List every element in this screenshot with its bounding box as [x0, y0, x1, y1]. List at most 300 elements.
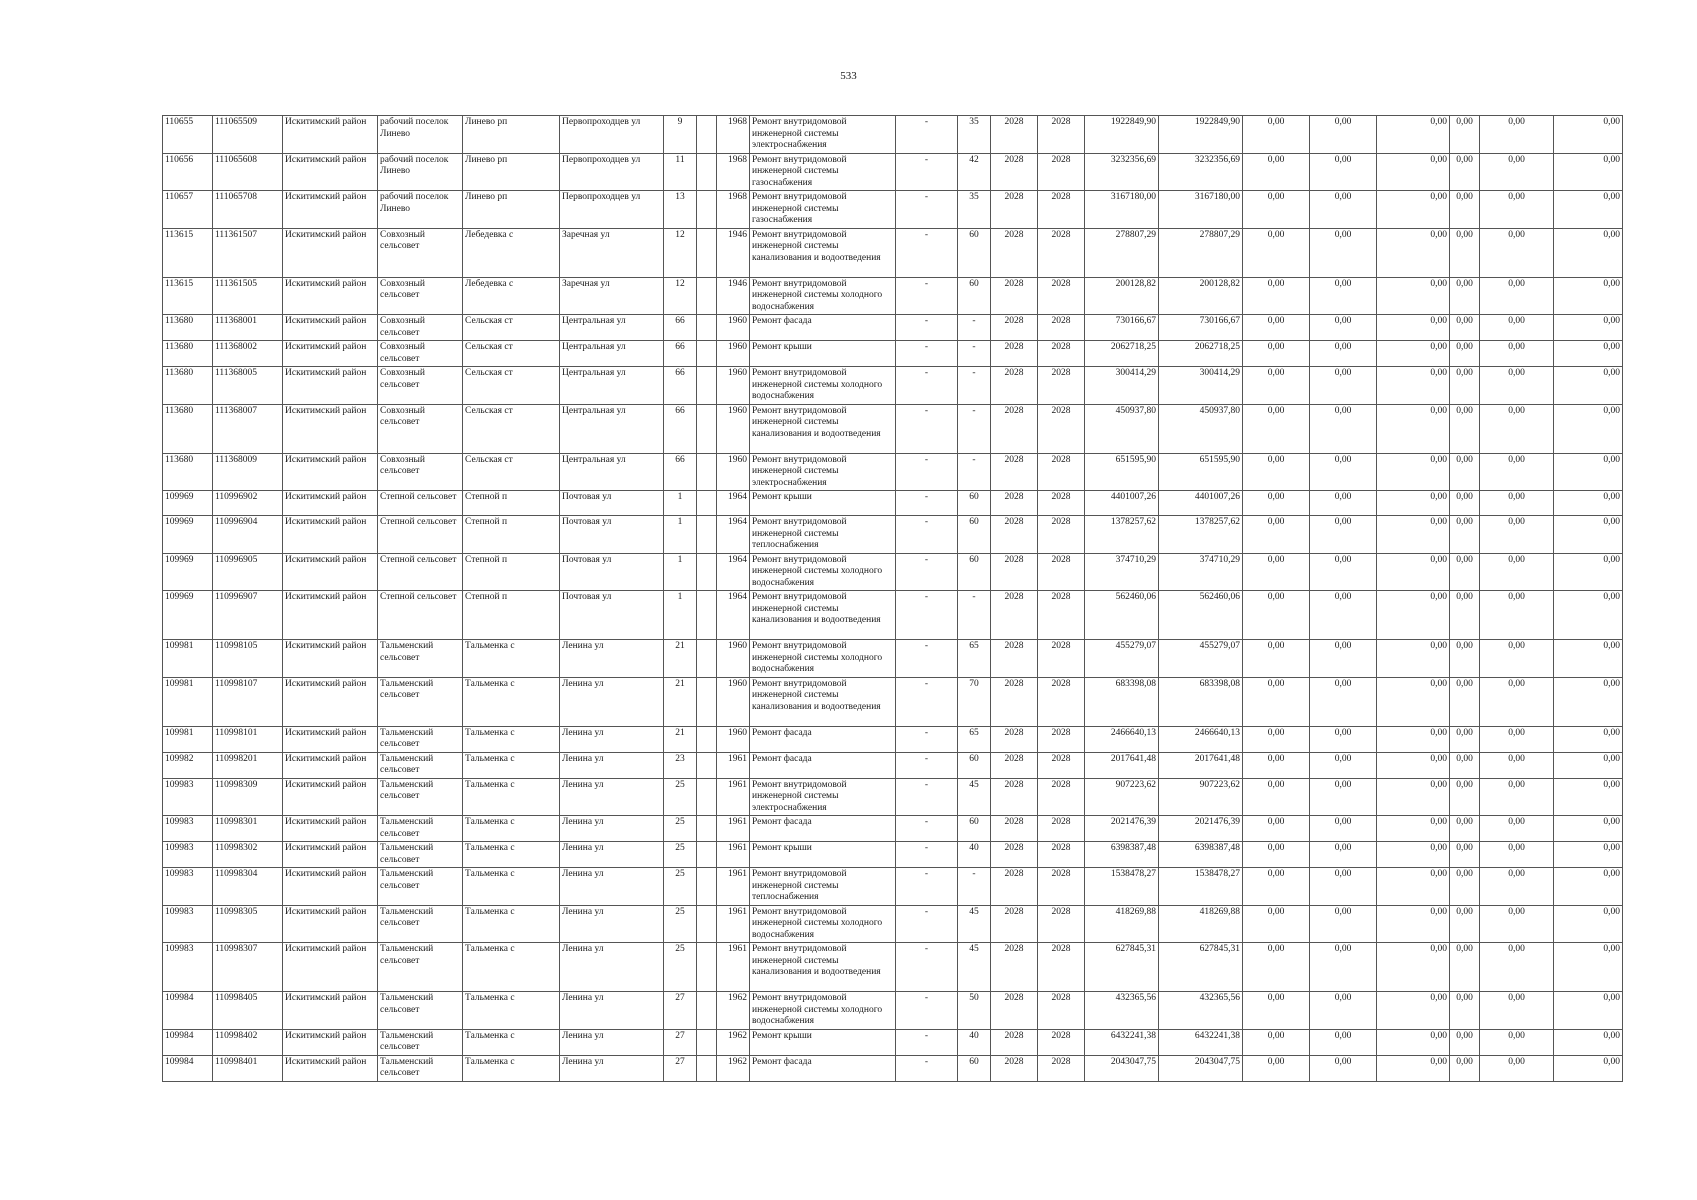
cell-z1: 0,00	[1243, 277, 1310, 315]
cell-dash: -	[896, 1055, 958, 1081]
cell-z4: 0,00	[1450, 367, 1480, 405]
cell-district: Искитимский район	[283, 116, 378, 154]
cell-z6: 0,00	[1554, 315, 1623, 341]
cell-street: Почтовая ул	[560, 553, 664, 591]
cell-district: Искитимский район	[283, 341, 378, 367]
cell-z1: 0,00	[1243, 153, 1310, 191]
cell-district: Искитимский район	[283, 277, 378, 315]
cell-district: Искитимский район	[283, 591, 378, 640]
cell-start: 2028	[991, 367, 1038, 405]
cell-code: 110996904	[213, 516, 283, 554]
cell-z2: 0,00	[1310, 341, 1377, 367]
cell-z3: 0,00	[1377, 315, 1450, 341]
cell-z5: 0,00	[1480, 315, 1554, 341]
table-row	[163, 191, 1623, 229]
cell-z6: 0,00	[1554, 153, 1623, 191]
cell-district: Искитимский район	[283, 778, 378, 816]
cell-extra	[697, 1029, 717, 1055]
cell-z1: 0,00	[1243, 341, 1310, 367]
cell-dash: -	[896, 640, 958, 678]
cell-street: Ленина ул	[560, 992, 664, 1030]
cell-fund: 627845,31	[1159, 943, 1243, 992]
cell-extra	[697, 778, 717, 816]
table-row	[163, 404, 1623, 453]
table-row	[163, 842, 1623, 868]
cell-end: 2028	[1038, 553, 1085, 591]
table-row	[163, 1029, 1623, 1055]
cell-code: 110998305	[213, 905, 283, 943]
cell-z1: 0,00	[1243, 228, 1310, 277]
cell-locality: Степной п	[463, 591, 560, 640]
cell-fund: 2062718,25	[1159, 341, 1243, 367]
cell-fund: 1922849,90	[1159, 116, 1243, 154]
cell-work: Ремонт фасада	[750, 752, 896, 778]
cell-locality: Тальменка с	[463, 992, 560, 1030]
table-row	[163, 640, 1623, 678]
cell-z1: 0,00	[1243, 404, 1310, 453]
cell-start: 2028	[991, 778, 1038, 816]
cell-street: Центральная ул	[560, 453, 664, 491]
cell-z3: 0,00	[1377, 191, 1450, 229]
cell-end: 2028	[1038, 640, 1085, 678]
cell-id: 109984	[163, 1055, 213, 1081]
table-row	[163, 1055, 1623, 1081]
cell-work: Ремонт внутридомовой инженерной системы канализования и водоотведения	[750, 404, 896, 453]
cell-district: Искитимский район	[283, 516, 378, 554]
cell-z2: 0,00	[1310, 726, 1377, 752]
cell-z1: 0,00	[1243, 992, 1310, 1030]
cell-settlement: Степной сельсовет	[378, 516, 463, 554]
cell-start: 2028	[991, 1029, 1038, 1055]
cell-z4: 0,00	[1450, 842, 1480, 868]
cell-extra	[697, 404, 717, 453]
cell-extra	[697, 992, 717, 1030]
cell-z4: 0,00	[1450, 752, 1480, 778]
cell-year: 1961	[717, 778, 750, 816]
cell-z2: 0,00	[1310, 277, 1377, 315]
cell-z4: 0,00	[1450, 640, 1480, 678]
cell-work: Ремонт крыши	[750, 842, 896, 868]
cell-year: 1946	[717, 277, 750, 315]
table-row	[163, 153, 1623, 191]
cell-code: 110996902	[213, 491, 283, 516]
cell-fund: 450937,80	[1159, 404, 1243, 453]
cell-end: 2028	[1038, 191, 1085, 229]
cell-locality: Тальменка с	[463, 778, 560, 816]
table-row	[163, 341, 1623, 367]
cell-id: 109984	[163, 1029, 213, 1055]
cell-z4: 0,00	[1450, 277, 1480, 315]
cell-extra	[697, 228, 717, 277]
cell-street: Центральная ул	[560, 404, 664, 453]
cell-street: Ленина ул	[560, 842, 664, 868]
cell-z3: 0,00	[1377, 943, 1450, 992]
cell-z1: 0,00	[1243, 516, 1310, 554]
cell-id: 109969	[163, 553, 213, 591]
cell-z4: 0,00	[1450, 315, 1480, 341]
table-row	[163, 367, 1623, 405]
cell-id: 109983	[163, 842, 213, 868]
table-row	[163, 116, 1623, 154]
cell-work: Ремонт фасада	[750, 1055, 896, 1081]
cell-district: Искитимский район	[283, 228, 378, 277]
cell-dash: -	[896, 1029, 958, 1055]
cell-z3: 0,00	[1377, 905, 1450, 943]
cell-extra	[697, 491, 717, 516]
cell-code: 111361507	[213, 228, 283, 277]
cell-start: 2028	[991, 1055, 1038, 1081]
cell-work: Ремонт внутридомовой инженерной системы газоснабжения	[750, 153, 896, 191]
cell-end: 2028	[1038, 341, 1085, 367]
cell-code: 111368001	[213, 315, 283, 341]
cell-code: 111368009	[213, 453, 283, 491]
cell-z6: 0,00	[1554, 905, 1623, 943]
cell-dash: -	[896, 453, 958, 491]
cell-start: 2028	[991, 677, 1038, 726]
cell-work: Ремонт крыши	[750, 491, 896, 516]
table-row	[163, 992, 1623, 1030]
cell-z6: 0,00	[1554, 277, 1623, 315]
cell-code: 111368002	[213, 341, 283, 367]
cell-id: 109983	[163, 943, 213, 992]
cell-house: 27	[664, 1029, 697, 1055]
cell-qty: -	[958, 404, 991, 453]
cell-settlement: Тальменский сельсовет	[378, 640, 463, 678]
cell-z1: 0,00	[1243, 116, 1310, 154]
cell-house: 25	[664, 816, 697, 842]
cell-settlement: Совхозный сельсовет	[378, 315, 463, 341]
cell-total: 1378257,62	[1085, 516, 1159, 554]
cell-code: 110998201	[213, 752, 283, 778]
cell-year: 1964	[717, 516, 750, 554]
registry-table	[162, 115, 1623, 1082]
cell-district: Искитимский район	[283, 453, 378, 491]
cell-id: 109984	[163, 992, 213, 1030]
cell-end: 2028	[1038, 677, 1085, 726]
cell-z5: 0,00	[1480, 943, 1554, 992]
cell-z6: 0,00	[1554, 842, 1623, 868]
cell-district: Искитимский район	[283, 943, 378, 992]
cell-z3: 0,00	[1377, 778, 1450, 816]
cell-code: 110996905	[213, 553, 283, 591]
cell-code: 110998105	[213, 640, 283, 678]
cell-code: 110998405	[213, 992, 283, 1030]
table-row	[163, 943, 1623, 992]
cell-dash: -	[896, 752, 958, 778]
cell-street: Первопроходцев ул	[560, 191, 664, 229]
cell-house: 25	[664, 905, 697, 943]
cell-z5: 0,00	[1480, 640, 1554, 678]
cell-street: Центральная ул	[560, 367, 664, 405]
cell-extra	[697, 591, 717, 640]
cell-qty: 60	[958, 752, 991, 778]
cell-dash: -	[896, 516, 958, 554]
cell-start: 2028	[991, 640, 1038, 678]
cell-id: 113680	[163, 404, 213, 453]
cell-work: Ремонт внутридомовой инженерной системы теплоснабжения	[750, 516, 896, 554]
cell-z1: 0,00	[1243, 726, 1310, 752]
cell-extra	[697, 677, 717, 726]
cell-year: 1960	[717, 640, 750, 678]
cell-z5: 0,00	[1480, 116, 1554, 154]
cell-district: Искитимский район	[283, 553, 378, 591]
cell-z5: 0,00	[1480, 153, 1554, 191]
cell-total: 374710,29	[1085, 553, 1159, 591]
table-row	[163, 591, 1623, 640]
cell-settlement: Совхозный сельсовет	[378, 228, 463, 277]
cell-z5: 0,00	[1480, 752, 1554, 778]
cell-year: 1960	[717, 677, 750, 726]
cell-z1: 0,00	[1243, 191, 1310, 229]
cell-extra	[697, 640, 717, 678]
cell-settlement: Совхозный сельсовет	[378, 404, 463, 453]
cell-street: Ленина ул	[560, 640, 664, 678]
table-row	[163, 677, 1623, 726]
cell-extra	[697, 516, 717, 554]
cell-work: Ремонт крыши	[750, 1029, 896, 1055]
cell-z4: 0,00	[1450, 726, 1480, 752]
cell-code: 110998301	[213, 816, 283, 842]
cell-z1: 0,00	[1243, 752, 1310, 778]
cell-z1: 0,00	[1243, 816, 1310, 842]
cell-locality: Сельская ст	[463, 341, 560, 367]
cell-total: 300414,29	[1085, 367, 1159, 405]
cell-fund: 651595,90	[1159, 453, 1243, 491]
cell-district: Искитимский район	[283, 1029, 378, 1055]
table-row	[163, 868, 1623, 906]
cell-z5: 0,00	[1480, 868, 1554, 906]
cell-z4: 0,00	[1450, 905, 1480, 943]
cell-z6: 0,00	[1554, 868, 1623, 906]
cell-z2: 0,00	[1310, 153, 1377, 191]
cell-locality: Линево рп	[463, 116, 560, 154]
cell-extra	[697, 943, 717, 992]
cell-z1: 0,00	[1243, 943, 1310, 992]
cell-z4: 0,00	[1450, 116, 1480, 154]
cell-end: 2028	[1038, 591, 1085, 640]
cell-settlement: Тальменский сельсовет	[378, 677, 463, 726]
cell-settlement: Тальменский сельсовет	[378, 943, 463, 992]
cell-z5: 0,00	[1480, 341, 1554, 367]
cell-z5: 0,00	[1480, 553, 1554, 591]
cell-locality: Тальменка с	[463, 640, 560, 678]
cell-z3: 0,00	[1377, 726, 1450, 752]
cell-extra	[697, 341, 717, 367]
cell-locality: Линево рп	[463, 191, 560, 229]
cell-total: 730166,67	[1085, 315, 1159, 341]
cell-house: 25	[664, 868, 697, 906]
cell-street: Заречная ул	[560, 277, 664, 315]
cell-fund: 1378257,62	[1159, 516, 1243, 554]
cell-z5: 0,00	[1480, 516, 1554, 554]
cell-district: Искитимский район	[283, 315, 378, 341]
cell-start: 2028	[991, 404, 1038, 453]
cell-work: Ремонт крыши	[750, 341, 896, 367]
cell-total: 3167180,00	[1085, 191, 1159, 229]
cell-dash: -	[896, 491, 958, 516]
cell-z6: 0,00	[1554, 228, 1623, 277]
cell-id: 109981	[163, 726, 213, 752]
cell-house: 66	[664, 453, 697, 491]
cell-code: 111368007	[213, 404, 283, 453]
cell-start: 2028	[991, 842, 1038, 868]
cell-code: 111361505	[213, 277, 283, 315]
cell-z3: 0,00	[1377, 116, 1450, 154]
table-row	[163, 516, 1623, 554]
cell-z1: 0,00	[1243, 1055, 1310, 1081]
cell-fund: 3167180,00	[1159, 191, 1243, 229]
cell-locality: Тальменка с	[463, 726, 560, 752]
cell-locality: Сельская ст	[463, 404, 560, 453]
cell-year: 1960	[717, 341, 750, 367]
cell-end: 2028	[1038, 905, 1085, 943]
cell-z4: 0,00	[1450, 191, 1480, 229]
cell-end: 2028	[1038, 816, 1085, 842]
cell-z5: 0,00	[1480, 778, 1554, 816]
table-row	[163, 752, 1623, 778]
cell-z1: 0,00	[1243, 677, 1310, 726]
cell-dash: -	[896, 726, 958, 752]
cell-locality: Лебедевка с	[463, 228, 560, 277]
cell-locality: Тальменка с	[463, 1055, 560, 1081]
cell-id: 109982	[163, 752, 213, 778]
table-row	[163, 816, 1623, 842]
cell-z3: 0,00	[1377, 677, 1450, 726]
cell-z2: 0,00	[1310, 453, 1377, 491]
cell-z4: 0,00	[1450, 453, 1480, 491]
cell-z3: 0,00	[1377, 640, 1450, 678]
cell-z1: 0,00	[1243, 868, 1310, 906]
cell-total: 1922849,90	[1085, 116, 1159, 154]
cell-z6: 0,00	[1554, 404, 1623, 453]
cell-district: Искитимский район	[283, 868, 378, 906]
cell-fund: 300414,29	[1159, 367, 1243, 405]
cell-fund: 4401007,26	[1159, 491, 1243, 516]
cell-settlement: Тальменский сельсовет	[378, 778, 463, 816]
cell-extra	[697, 1055, 717, 1081]
cell-street: Первопроходцев ул	[560, 116, 664, 154]
cell-work: Ремонт внутридомовой инженерной системы холодного водоснабжения	[750, 277, 896, 315]
cell-work: Ремонт внутридомовой инженерной системы электроснабжения	[750, 778, 896, 816]
cell-id: 110655	[163, 116, 213, 154]
cell-start: 2028	[991, 752, 1038, 778]
cell-street: Заречная ул	[560, 228, 664, 277]
cell-z6: 0,00	[1554, 341, 1623, 367]
cell-z4: 0,00	[1450, 516, 1480, 554]
cell-code: 110996907	[213, 591, 283, 640]
cell-z3: 0,00	[1377, 491, 1450, 516]
cell-z6: 0,00	[1554, 992, 1623, 1030]
cell-year: 1964	[717, 553, 750, 591]
cell-street: Ленина ул	[560, 868, 664, 906]
cell-fund: 6398387,48	[1159, 842, 1243, 868]
cell-z4: 0,00	[1450, 591, 1480, 640]
cell-work: Ремонт фасада	[750, 726, 896, 752]
cell-settlement: Тальменский сельсовет	[378, 992, 463, 1030]
cell-end: 2028	[1038, 453, 1085, 491]
cell-z2: 0,00	[1310, 943, 1377, 992]
cell-qty: 60	[958, 277, 991, 315]
cell-end: 2028	[1038, 277, 1085, 315]
cell-z6: 0,00	[1554, 367, 1623, 405]
cell-z3: 0,00	[1377, 453, 1450, 491]
cell-z4: 0,00	[1450, 816, 1480, 842]
cell-code: 110998307	[213, 943, 283, 992]
cell-z2: 0,00	[1310, 191, 1377, 229]
cell-work: Ремонт внутридомовой инженерной системы канализования и водоотведения	[750, 943, 896, 992]
cell-qty: 60	[958, 516, 991, 554]
cell-dash: -	[896, 341, 958, 367]
cell-qty: 60	[958, 1055, 991, 1081]
cell-extra	[697, 816, 717, 842]
table-body	[163, 116, 1623, 1082]
cell-total: 450937,80	[1085, 404, 1159, 453]
cell-qty: -	[958, 341, 991, 367]
cell-district: Искитимский район	[283, 491, 378, 516]
cell-end: 2028	[1038, 842, 1085, 868]
cell-qty: 40	[958, 1029, 991, 1055]
cell-house: 66	[664, 341, 697, 367]
cell-z3: 0,00	[1377, 752, 1450, 778]
cell-id: 113615	[163, 277, 213, 315]
cell-total: 3232356,69	[1085, 153, 1159, 191]
cell-dash: -	[896, 816, 958, 842]
cell-year: 1962	[717, 992, 750, 1030]
cell-total: 6398387,48	[1085, 842, 1159, 868]
cell-z6: 0,00	[1554, 943, 1623, 992]
cell-z4: 0,00	[1450, 553, 1480, 591]
cell-fund: 2021476,39	[1159, 816, 1243, 842]
cell-locality: Тальменка с	[463, 816, 560, 842]
cell-qty: 60	[958, 491, 991, 516]
cell-start: 2028	[991, 228, 1038, 277]
cell-qty: -	[958, 453, 991, 491]
cell-fund: 374710,29	[1159, 553, 1243, 591]
cell-house: 25	[664, 778, 697, 816]
cell-z6: 0,00	[1554, 726, 1623, 752]
cell-fund: 200128,82	[1159, 277, 1243, 315]
cell-z5: 0,00	[1480, 367, 1554, 405]
cell-street: Ленина ул	[560, 677, 664, 726]
cell-end: 2028	[1038, 726, 1085, 752]
cell-qty: -	[958, 315, 991, 341]
cell-locality: Тальменка с	[463, 905, 560, 943]
cell-fund: 432365,56	[1159, 992, 1243, 1030]
cell-district: Искитимский район	[283, 1055, 378, 1081]
cell-house: 21	[664, 640, 697, 678]
cell-fund: 2466640,13	[1159, 726, 1243, 752]
cell-total: 562460,06	[1085, 591, 1159, 640]
cell-z2: 0,00	[1310, 868, 1377, 906]
cell-dash: -	[896, 191, 958, 229]
cell-z4: 0,00	[1450, 943, 1480, 992]
cell-total: 907223,62	[1085, 778, 1159, 816]
cell-street: Ленина ул	[560, 1029, 664, 1055]
cell-street: Ленина ул	[560, 778, 664, 816]
cell-z2: 0,00	[1310, 116, 1377, 154]
cell-z3: 0,00	[1377, 591, 1450, 640]
cell-year: 1960	[717, 726, 750, 752]
cell-work: Ремонт внутридомовой инженерной системы электроснабжения	[750, 116, 896, 154]
cell-dash: -	[896, 778, 958, 816]
cell-house: 12	[664, 228, 697, 277]
cell-z2: 0,00	[1310, 816, 1377, 842]
cell-fund: 3232356,69	[1159, 153, 1243, 191]
cell-year: 1946	[717, 228, 750, 277]
cell-house: 1	[664, 516, 697, 554]
cell-code: 110998302	[213, 842, 283, 868]
cell-qty: 60	[958, 553, 991, 591]
